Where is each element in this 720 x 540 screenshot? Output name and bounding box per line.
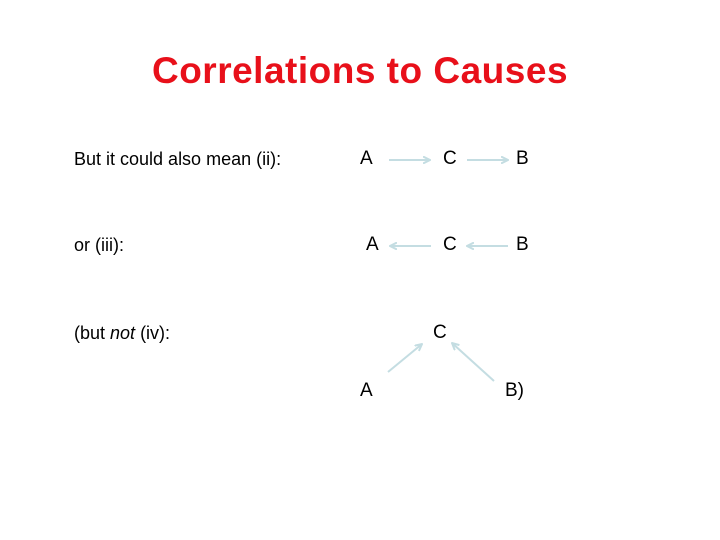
row-ii-node-a: A [360, 148, 373, 169]
slide-title: Correlations to Causes [151, 50, 569, 91]
row-iv-label-prefix: (but [74, 323, 111, 343]
arrow-iv-a-to-c [388, 344, 422, 372]
row-iii-node-a: A [366, 234, 379, 255]
row-iii-node-c: C [443, 234, 457, 255]
row-ii-node-c: C [443, 148, 457, 169]
row-iv-node-a: A [360, 380, 373, 401]
arrow-iv-b-to-c [452, 343, 494, 381]
row-ii-node-b: B [516, 148, 529, 169]
row-iv-node-c: C [433, 322, 447, 343]
row-iv-label-emphasis: not [110, 323, 136, 343]
row-ii-label: But it could also mean (ii): [74, 149, 282, 169]
row-iv-label-suffix: (iv): [135, 323, 171, 343]
row-iv-node-b: B) [505, 380, 524, 401]
row-iii-label: or (iii): [74, 235, 124, 255]
row-iii-node-b: B [516, 234, 529, 255]
